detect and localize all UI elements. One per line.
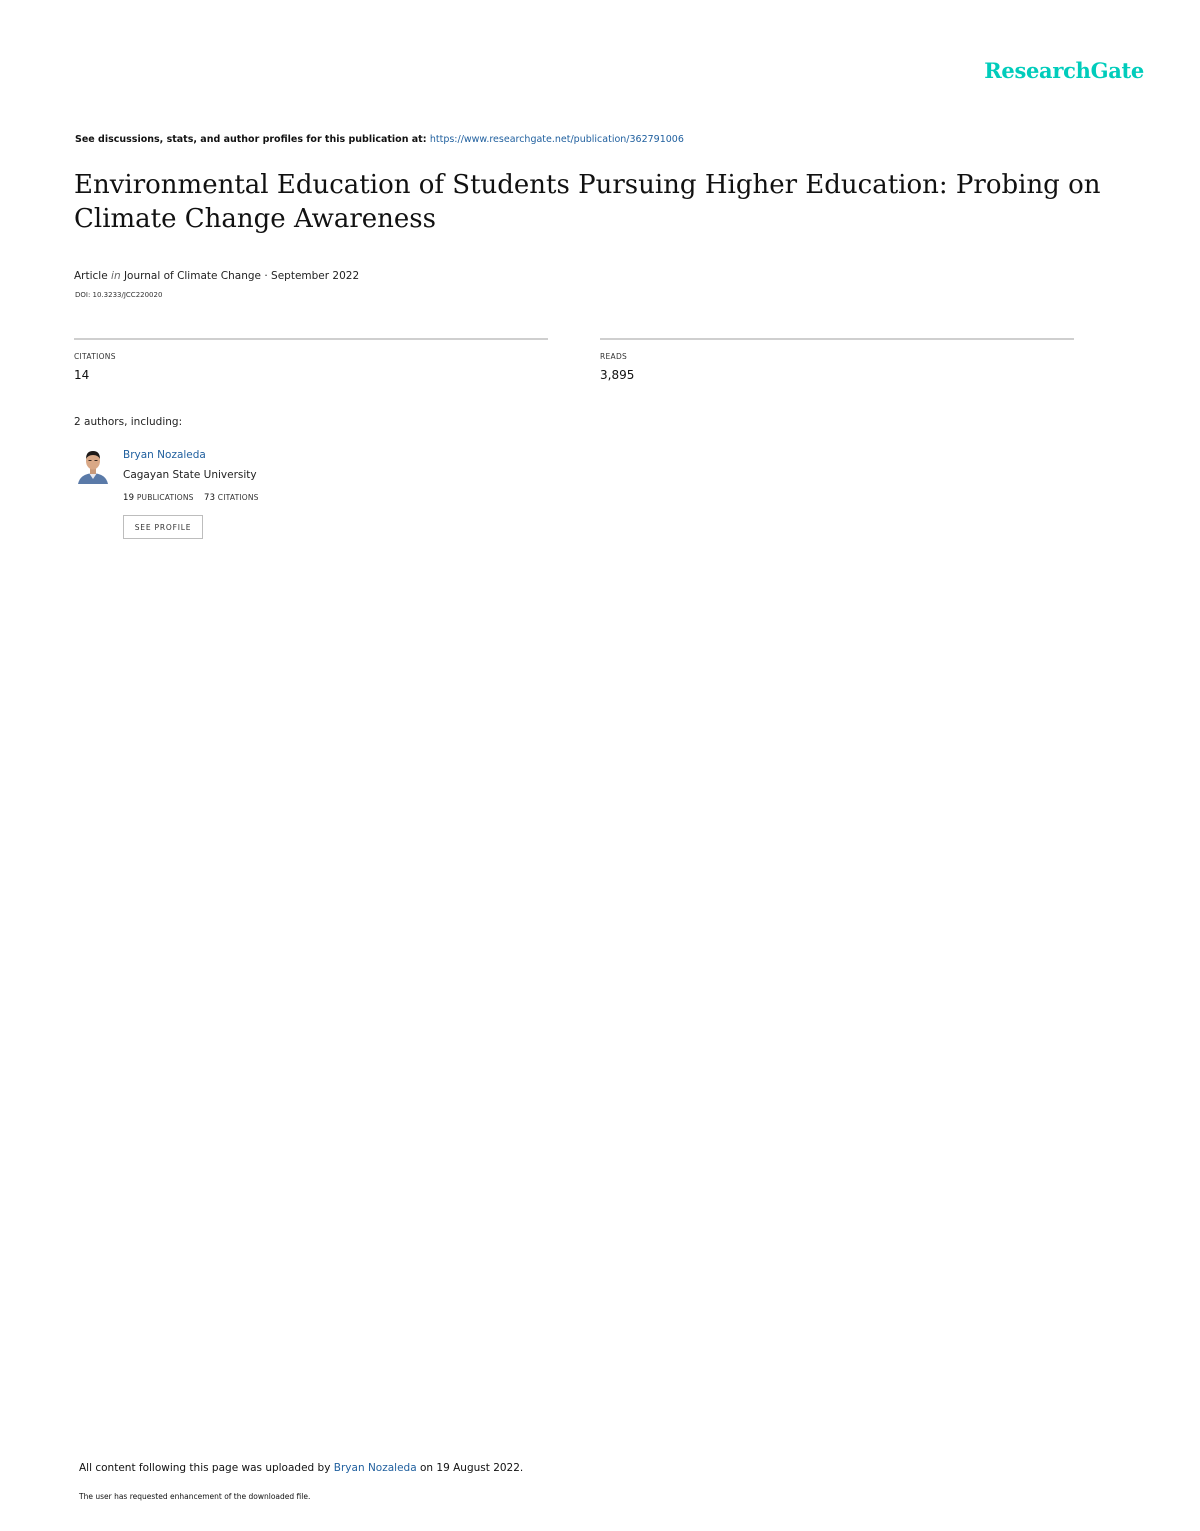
author-avatar[interactable]: [76, 448, 110, 484]
publication-in-label: in: [111, 270, 121, 282]
citations-divider: [74, 338, 548, 340]
citations-count: 14: [74, 368, 90, 382]
publication-meta: [74, 270, 359, 282]
reads-divider: [600, 338, 1074, 340]
author-name-link[interactable]: Bryan Nozaleda: [123, 449, 206, 461]
authors-heading: 2 authors, including:: [74, 416, 183, 428]
researchgate-logo[interactable]: ResearchGate: [984, 58, 1144, 83]
publication-date: September 2022: [271, 270, 360, 282]
author-stats: [123, 493, 259, 503]
uploader-link[interactable]: Bryan Nozaleda: [333, 1462, 417, 1474]
publication-title: Environmental Education of Students Pursuing Higher Education: Probing on Climate Change Awareness: [74, 170, 1101, 234]
meta-separator: ·: [264, 270, 268, 282]
author-citations-label: CITATIONS: [217, 493, 259, 502]
upload-prefix: All content following this page was uploaded by: [79, 1462, 331, 1474]
reads-label: READS: [600, 352, 628, 361]
author-institution: Cagayan State University: [123, 469, 257, 481]
author-citations-count: 73: [203, 493, 216, 503]
reads-count: 3,895: [600, 368, 635, 382]
author-photo-icon: [76, 448, 110, 484]
see-profile-button[interactable]: SEE PROFILE: [123, 515, 203, 539]
discussion-line: [75, 134, 684, 145]
publication-doi: DOI: 10.3233/JCC220020: [75, 291, 163, 299]
citations-label: CITATIONS: [74, 352, 116, 361]
publication-url-link[interactable]: https://www.researchgate.net/publication/362791006: [429, 134, 684, 145]
discussion-text: See discussions, stats, and author profiles for this publication at:: [75, 134, 427, 145]
enhancement-note: The user has requested enhancement of the downloaded file.: [79, 1492, 311, 1501]
author-publications-count: 19: [123, 493, 135, 503]
journal-name: Journal of Climate Change: [123, 270, 262, 282]
upload-suffix: on 19 August 2022.: [420, 1462, 524, 1474]
upload-notice: [79, 1462, 523, 1474]
author-publications-label: PUBLICATIONS: [136, 493, 194, 502]
publication-type: Article: [74, 270, 108, 282]
